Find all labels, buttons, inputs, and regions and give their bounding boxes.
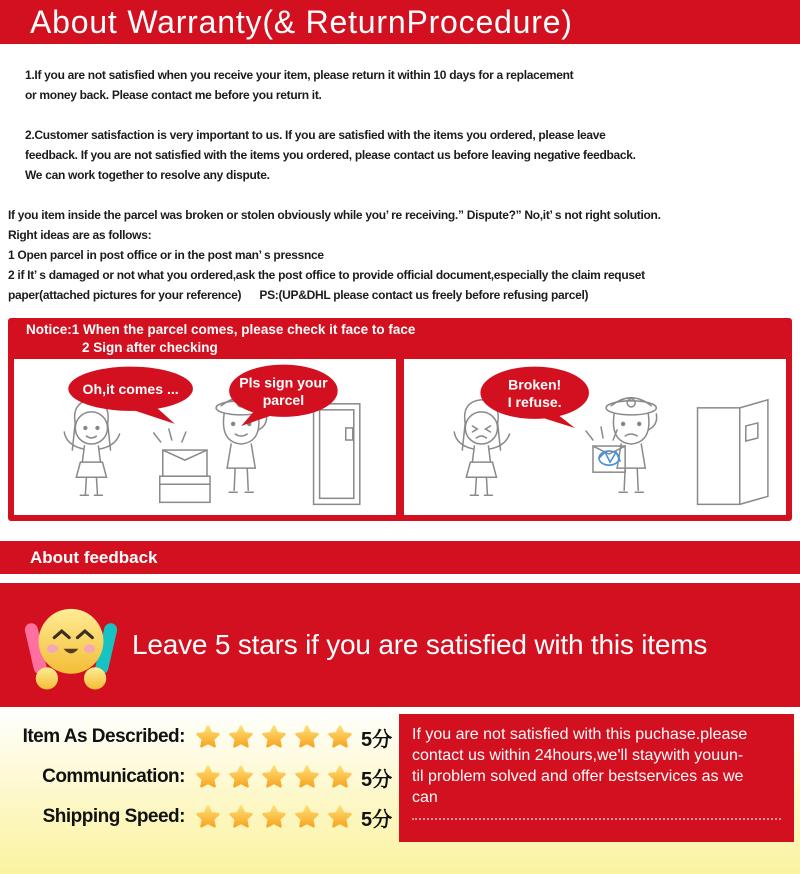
warranty-paragraph-3 bbox=[0, 205, 800, 305]
bubble-text: Broken! bbox=[508, 376, 562, 393]
star-icon bbox=[227, 763, 255, 791]
star-icon bbox=[293, 803, 321, 831]
bubble-text: Pls sign your bbox=[239, 374, 328, 391]
cheering-emoji-icon bbox=[20, 592, 122, 698]
warranty-text-block bbox=[0, 44, 800, 318]
rating-score: 5分 bbox=[361, 768, 393, 791]
bubble-text: Oh,it comes ... bbox=[82, 380, 179, 397]
star-icon bbox=[194, 803, 222, 831]
postman-broken-box-figure bbox=[586, 398, 657, 492]
star-icon bbox=[194, 763, 222, 791]
satisfaction-note-box bbox=[399, 714, 794, 842]
star-icon bbox=[293, 723, 321, 751]
star-rating bbox=[194, 723, 354, 751]
text-line: If you item inside the parcel was broken or stolen obviously while you’ re receiving.” Dispute?” No,it’ s not right solution. bbox=[8, 208, 661, 222]
rating-row-communication bbox=[0, 757, 400, 797]
star-rating bbox=[194, 763, 354, 791]
page-title: About Warranty(& ReturnProcedure) bbox=[30, 3, 573, 40]
speech-bubble-broken-refuse bbox=[480, 367, 589, 428]
bubble-text: parcel bbox=[262, 391, 305, 408]
text-line: feedback. If you are not satisfied with the items you ordered, please contact us before leaving negative feedback. bbox=[25, 148, 636, 162]
rating-row-item-as-described bbox=[0, 717, 400, 757]
speech-bubble-oh-it-comes bbox=[68, 367, 193, 424]
five-stars-banner-text: Leave 5 stars if you are satisfied with this items bbox=[132, 629, 708, 660]
rating-label: Communication: bbox=[42, 766, 185, 787]
text-line: 2 if It’ s damaged or not what you ordered,ask the post office to provide official document,especially the claim requset bbox=[8, 268, 645, 282]
star-icon bbox=[260, 723, 288, 751]
open-door-drawing bbox=[698, 400, 768, 505]
comic-drawing-sign-parcel bbox=[14, 359, 396, 515]
girl-figure bbox=[64, 400, 119, 496]
text-line: We can work together to resolve any dispute. bbox=[25, 168, 270, 182]
ratings-list bbox=[0, 707, 400, 837]
feedback-section-header bbox=[0, 541, 800, 574]
star-icon bbox=[260, 803, 288, 831]
notice-text bbox=[8, 318, 792, 357]
comic-drawing-refuse-parcel bbox=[404, 359, 786, 515]
parcel-boxes-drawing bbox=[154, 429, 210, 502]
star-icon bbox=[326, 803, 354, 831]
star-icon bbox=[260, 763, 288, 791]
comic-panel-1 bbox=[14, 359, 396, 515]
parcel-check-notice-box bbox=[8, 318, 792, 521]
warranty-paragraph-1 bbox=[0, 65, 800, 105]
notice-line-1: Notice:1 When the parcel comes, please check it face to face bbox=[26, 322, 416, 337]
notice-line-2: 2 Sign after checking bbox=[82, 340, 218, 355]
rating-row-shipping-speed bbox=[0, 797, 400, 837]
text-line: Right ideas are as follows: bbox=[8, 228, 152, 242]
comic-panel-2 bbox=[404, 359, 786, 515]
text-line: or money back. Please contact me before you return it. bbox=[25, 88, 322, 102]
speech-bubble-pls-sign bbox=[229, 365, 338, 426]
star-rating bbox=[194, 803, 354, 831]
spacer bbox=[0, 521, 800, 541]
rating-score: 5分 bbox=[361, 728, 393, 751]
rating-label: Shipping Speed: bbox=[42, 806, 185, 827]
comic-panels bbox=[8, 357, 792, 521]
door-drawing bbox=[314, 404, 360, 505]
note-line: If you are not satisfied with this puchase.please bbox=[412, 726, 748, 743]
text-line: 1 Open parcel in post office or in the post man’ s pressnce bbox=[8, 248, 324, 262]
note-line: can bbox=[412, 789, 438, 806]
star-icon bbox=[293, 763, 321, 791]
text-line: 2.Customer satisfaction is very important to us. If you are satisfied with the items you ordered, please leave bbox=[25, 128, 606, 142]
star-icon bbox=[227, 803, 255, 831]
five-stars-banner bbox=[0, 583, 800, 707]
bubble-text: I refuse. bbox=[507, 393, 562, 410]
rating-label: Item As Described: bbox=[22, 726, 185, 747]
star-icon bbox=[326, 763, 354, 791]
ratings-section bbox=[0, 707, 800, 874]
warranty-section-header bbox=[0, 0, 800, 44]
note-line: contact us within 24hours,we'll staywith youun- bbox=[412, 747, 744, 764]
sad-girl-figure bbox=[454, 400, 509, 496]
dotted-divider bbox=[412, 818, 781, 820]
text-line: paper(attached pictures for your reference) PS:(UP&DHL please contact us freely before refusing parcel) bbox=[8, 288, 589, 302]
feedback-section-title: About feedback bbox=[30, 547, 158, 567]
warranty-paragraph-2 bbox=[0, 125, 800, 185]
spacer bbox=[0, 574, 800, 583]
note-line: til problem solved and offer bestservices as we bbox=[412, 768, 744, 785]
text-line: 1.If you are not satisfied when you receive your item, please return it within 10 days for a replacement bbox=[25, 68, 574, 82]
star-icon bbox=[227, 723, 255, 751]
rating-score: 5分 bbox=[361, 808, 393, 831]
star-icon bbox=[326, 723, 354, 751]
star-icon bbox=[194, 723, 222, 751]
